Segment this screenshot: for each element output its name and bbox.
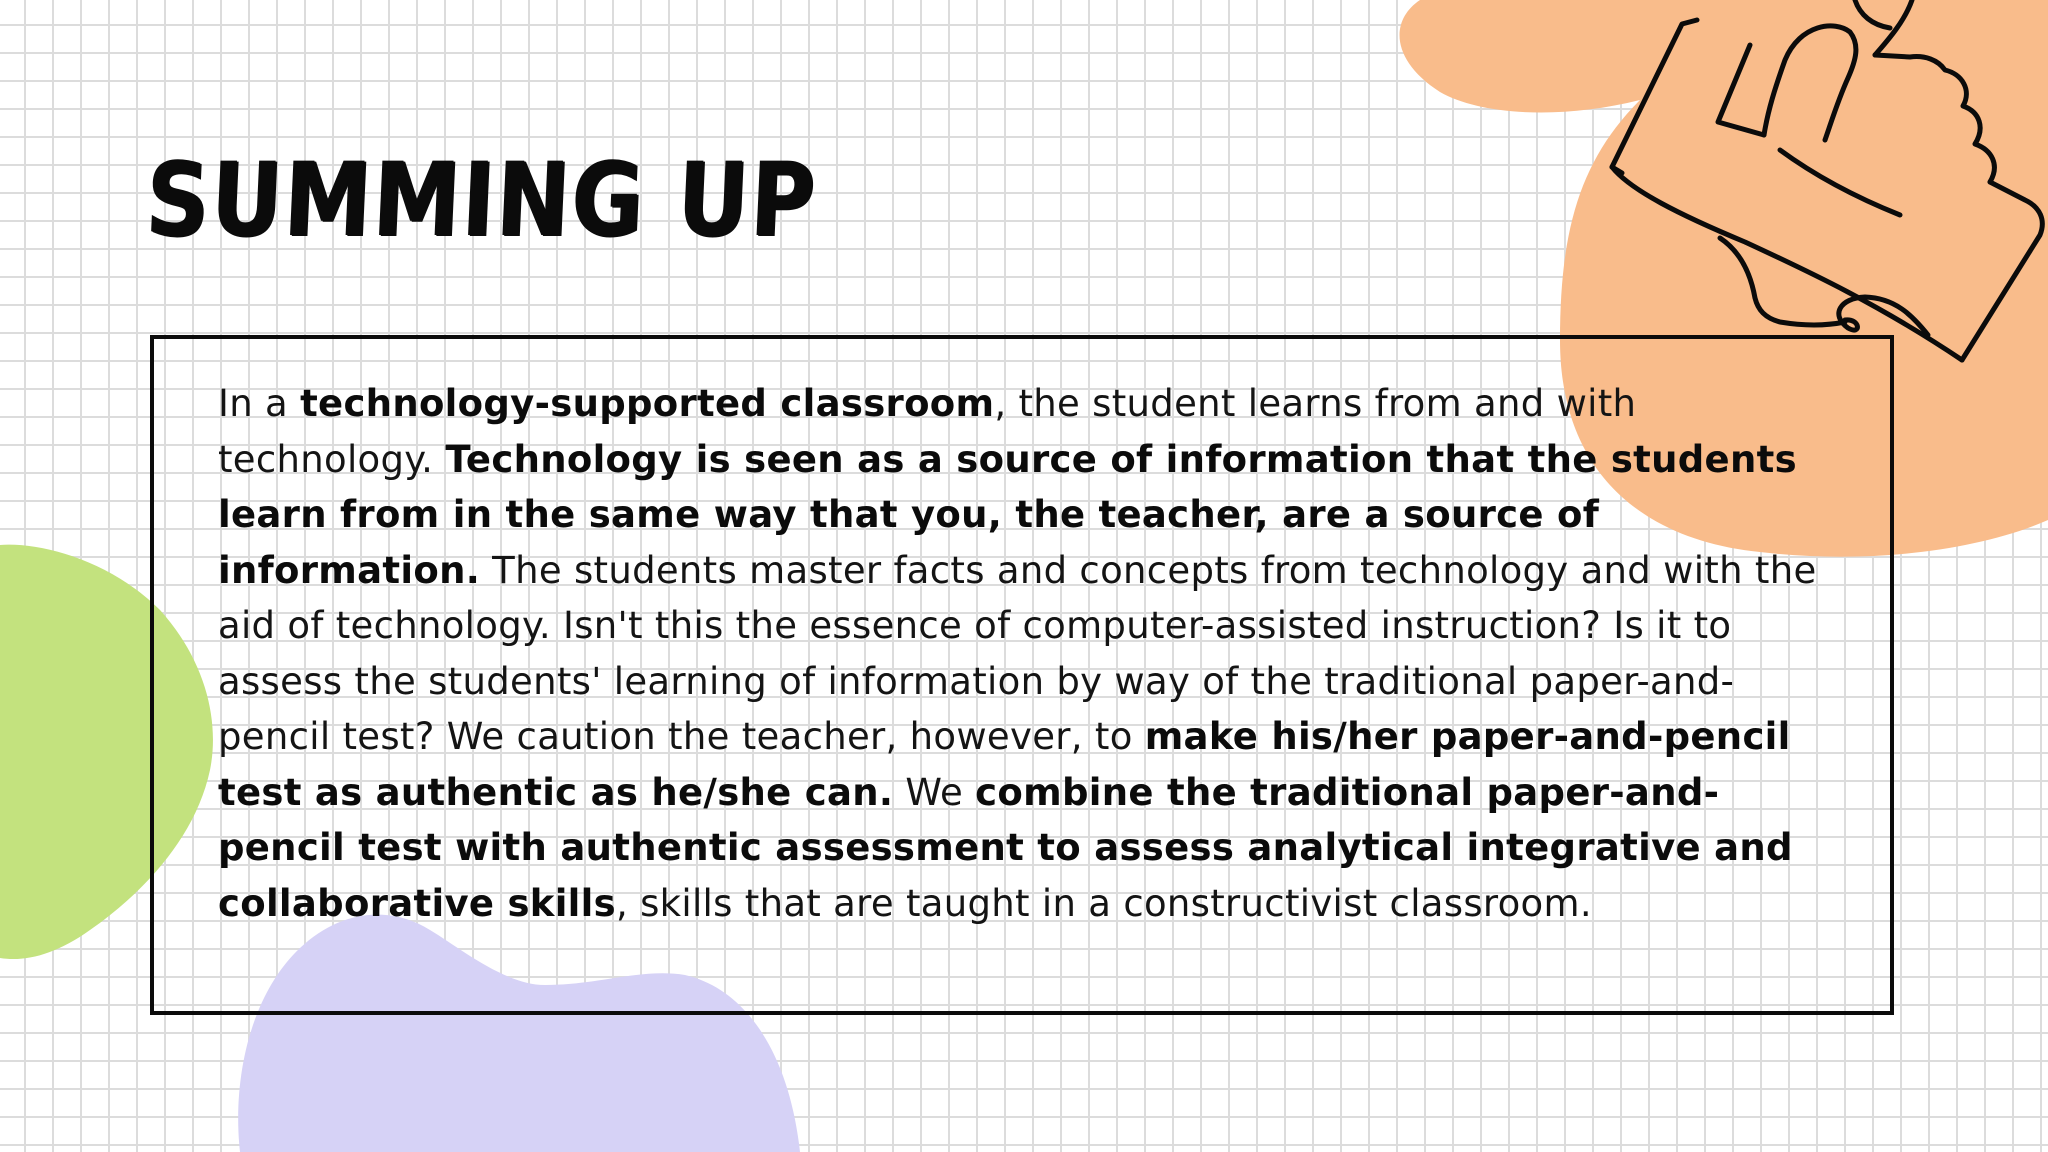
- summary-text-segment: In a: [218, 382, 301, 425]
- summary-bold-segment: make his/her paper-and-pencil test as authentic as he/she can.: [218, 715, 1791, 814]
- slide-title: SUMMING UP: [143, 141, 819, 260]
- summary-text-segment: , the student learns from and with technology.: [218, 382, 1637, 481]
- summary-text-segment: The students master facts and concepts from technology and with the aid of technology. Isn't this the essence of computer-assisted instruction? Is it to assess the students' learning of information by way of the traditional paper-and-pencil test? We caution the teacher, however, to: [218, 548, 1817, 758]
- summary-paragraph: [218, 376, 1818, 931]
- summary-text-segment: We: [893, 770, 976, 814]
- summary-bold-segment: technology-supported classroom: [300, 382, 995, 425]
- summary-bold-segment: combine the traditional paper-and-pencil test with authentic assessment to assess analytical integrative and collaborative skills: [218, 770, 1793, 925]
- summary-text-segment: , skills that are taught in a constructivist classroom.: [615, 881, 1592, 925]
- summary-bold-segment: Technology is seen as a source of information that the students learn from in the same way that you, the teacher, are a source of information.: [218, 437, 1797, 592]
